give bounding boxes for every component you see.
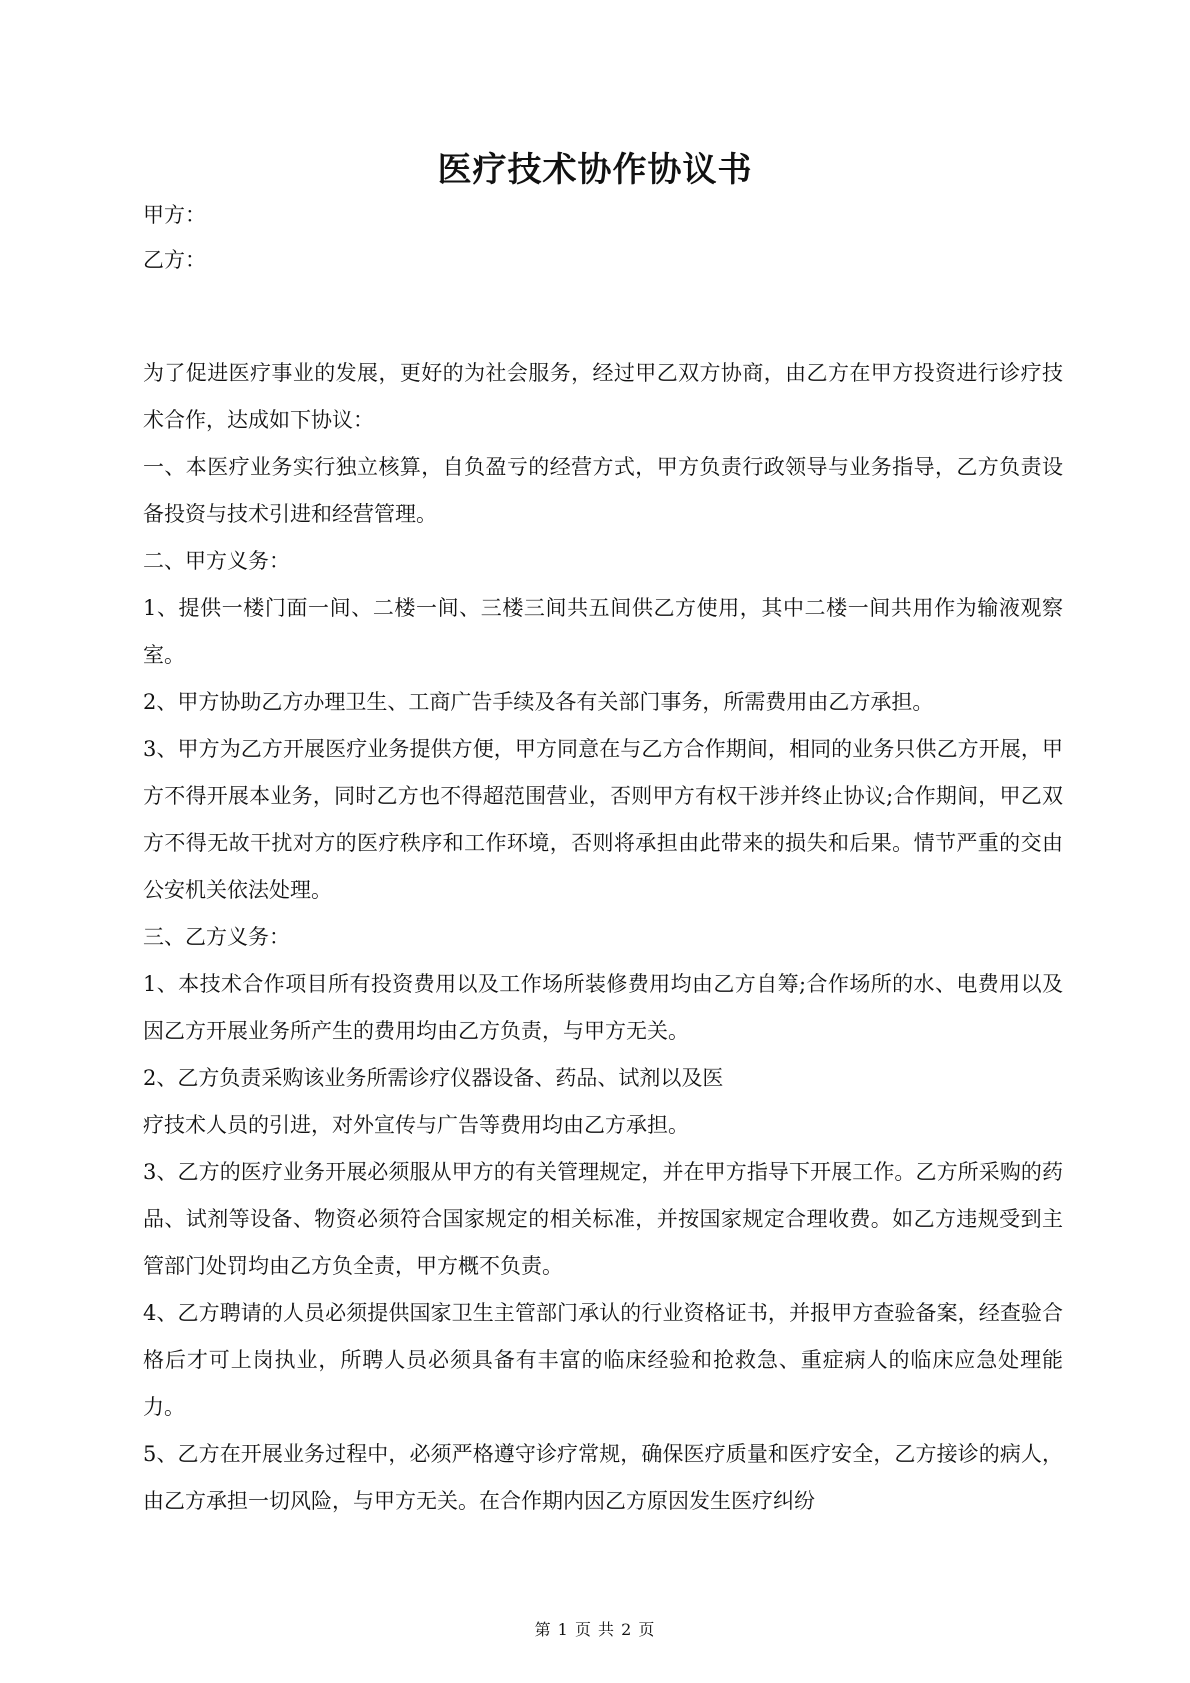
party-b-item-4: 4、乙方聘请的人员必须提供国家卫生主管部门承认的行业资格证书，并报甲方查验备案，经查验合格后才可上岗执业，所聘人员必须具备有丰富的临床经验和抢救急、重症病人的临床应急处理能力。 <box>143 1301 1063 1419</box>
clause-one-paragraph: 一、本医疗业务实行独立核算，自负盈亏的经营方式，甲方负责行政领导与业务指导，乙方负责设备投资与技术引进和经营管理。 <box>143 455 1063 526</box>
party-b-item-2-continued: 疗技术人员的引进，对外宣传与广告等费用均由乙方承担。 <box>143 1113 689 1137</box>
party-a-item-3: 3、甲方为乙方开展医疗业务提供方便，甲方同意在与乙方合作期间，相同的业务只供乙方开展，甲方不得开展本业务，同时乙方也不得超范围营业，否则甲方有权干涉并终止协议;合作期间，甲乙双方不得无故干扰对方的医疗秩序和工作环境，否则将承担由此带来的损失和后果。情节严重的交由公安机关依法处理。 <box>143 737 1063 902</box>
preamble-paragraph: 为了促进医疗事业的发展，更好的为社会服务，经过甲乙双方协商，由乙方在甲方投资进行诊疗技术合作，达成如下协议： <box>143 361 1063 432</box>
document-body <box>143 350 1063 1525</box>
page-number-footer: 第 1 页 共 2 页 <box>534 1620 656 1639</box>
section-heading-party-b-duties: 三、乙方义务： <box>143 925 290 949</box>
section-heading-party-a-duties: 二、甲方义务： <box>143 549 290 573</box>
document-title: 医疗技术协作协议书 <box>437 150 753 190</box>
party-b-item-1: 1、本技术合作项目所有投资费用以及工作场所装修费用均由乙方自筹;合作场所的水、电费用以及因乙方开展业务所产生的费用均由乙方负责，与甲方无关。 <box>143 972 1063 1043</box>
party-b-item-5: 5、乙方在开展业务过程中，必须严格遵守诊疗常规，确保医疗质量和医疗安全，乙方接诊的病人，由乙方承担一切风险，与甲方无关。在合作期内因乙方原因发生医疗纠纷 <box>143 1442 1063 1513</box>
party-a-item-1: 1、提供一楼门面一间、二楼一间、三楼三间共五间供乙方使用，其中二楼一间共用作为输液观察室。 <box>143 596 1063 667</box>
party-a-label: 甲方： <box>143 203 206 227</box>
party-b-item-3: 3、乙方的医疗业务开展必须服从甲方的有关管理规定，并在甲方指导下开展工作。乙方所采购的药品、试剂等设备、物资必须符合国家规定的相关标准，并按国家规定合理收费。如乙方违规受到主管部门处罚均由乙方负全责，甲方概不负责。 <box>143 1160 1063 1278</box>
party-a-item-2: 2、甲方协助乙方办理卫生、工商广告手续及各有关部门事务，所需费用由乙方承担。 <box>143 690 934 714</box>
party-b-item-2: 2、乙方负责采购该业务所需诊疗仪器设备、药品、试剂以及医 <box>143 1066 724 1090</box>
party-b-label: 乙方： <box>143 248 206 272</box>
